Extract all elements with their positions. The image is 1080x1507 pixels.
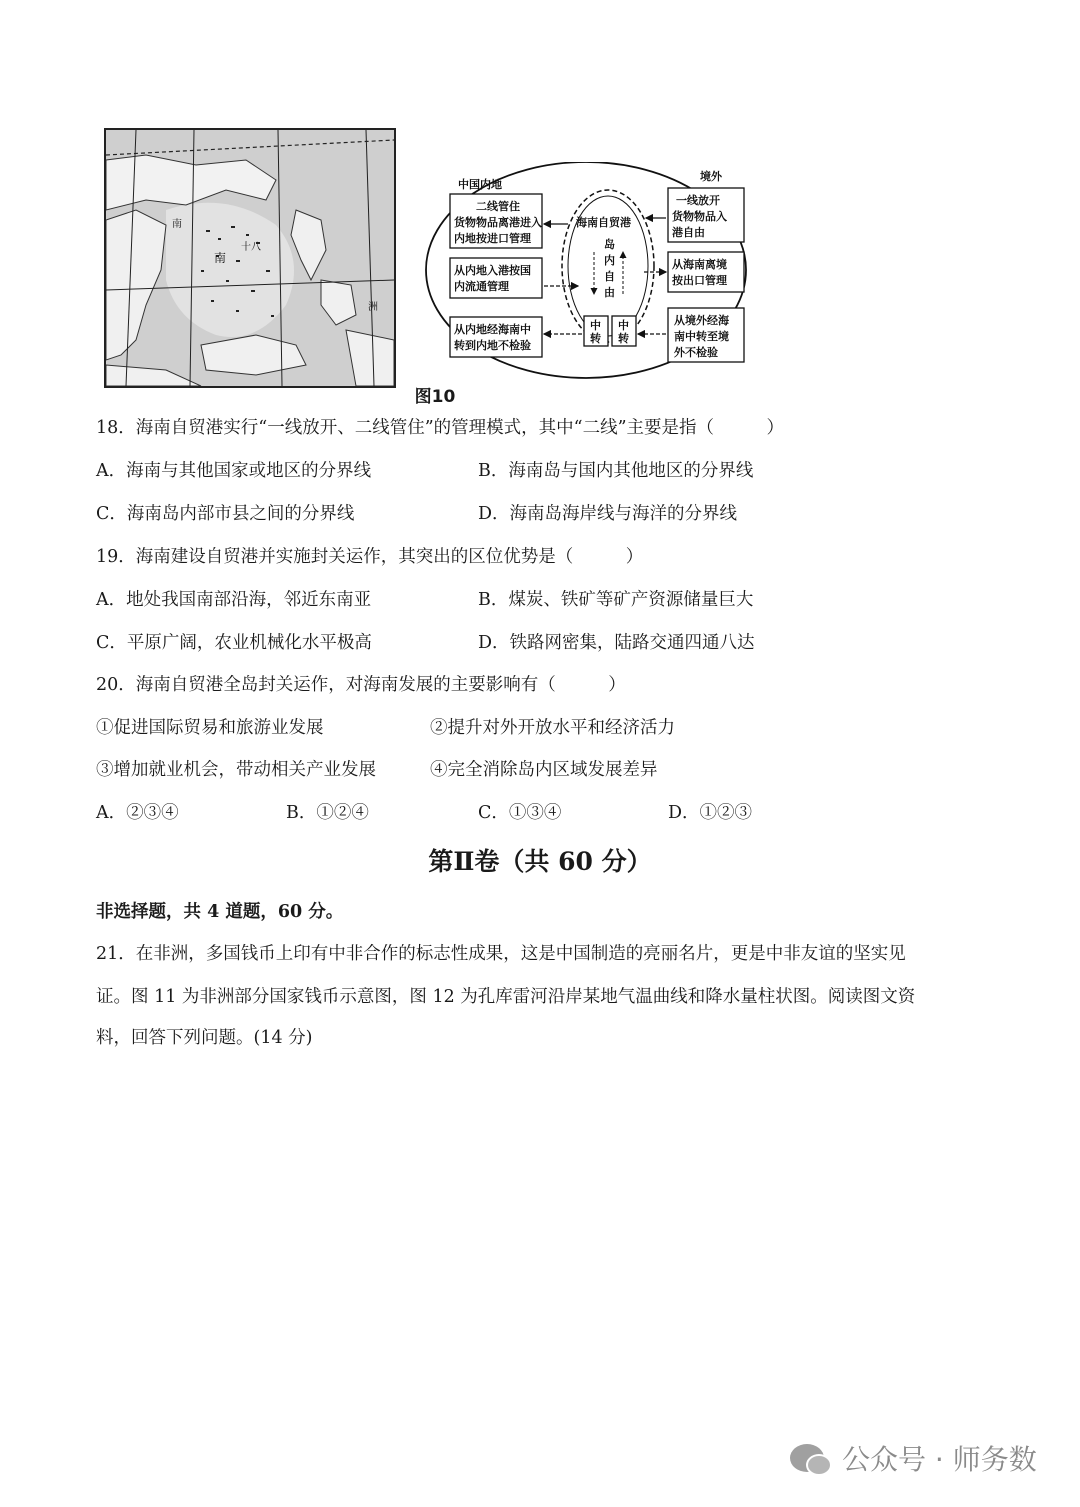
svg-text:从内地经海南中: 从内地经海南中 — [454, 323, 531, 336]
question-20-option-b: B．①②④ — [286, 803, 369, 823]
south-china-sea-map — [104, 128, 396, 388]
free-trade-port-diagram — [418, 162, 752, 384]
question-20-statement-1: ①促进国际贸易和旅游业发展 — [96, 718, 324, 738]
svg-text:二线管住: 二线管住 — [476, 200, 520, 213]
svg-text:外不检验: 外不检验 — [674, 346, 718, 359]
wechat-icon — [790, 1444, 824, 1472]
svg-text:货物物品入: 货物物品入 — [672, 210, 727, 223]
center-title: 海南自贸港 — [576, 216, 631, 229]
mainland-title: 中国内地 — [458, 178, 502, 191]
svg-text:港自由: 港自由 — [672, 226, 705, 239]
svg-text:从内地入港按国: 从内地入港按国 — [454, 264, 531, 277]
map-label-nanhai: 南 — [214, 251, 227, 265]
map-label-sea: 洲 — [368, 302, 378, 313]
watermark-text: 公众号 · 师务数 — [842, 1443, 1037, 1476]
question-18-option-c: C．海南岛内部市县之间的分界线 — [96, 504, 355, 524]
question-19-stem: 19．海南建设自贸港并实施封关运作，其突出的区位优势是（ ） — [96, 547, 644, 567]
svg-text:岛: 岛 — [604, 238, 615, 251]
question-20-statement-4: ④完全消除岛内区域发展差异 — [430, 760, 658, 780]
svg-text:由: 由 — [604, 286, 615, 299]
section-subtitle: 非选择题，共 4 道题，60 分。 — [96, 902, 344, 922]
question-20-option-c: C．①③④ — [478, 803, 562, 823]
svg-text:中: 中 — [618, 319, 629, 332]
svg-text:内地按进口管理: 内地按进口管理 — [454, 232, 531, 245]
svg-text:内: 内 — [604, 254, 615, 267]
svg-text:从海南离境: 从海南离境 — [672, 258, 727, 271]
question-18-option-d: D．海南岛海岸线与海洋的分界线 — [478, 504, 738, 524]
section-title: 第Ⅱ卷（共 60 分） — [428, 847, 652, 876]
wechat-watermark — [790, 1438, 1037, 1478]
question-20-option-a: A．②③④ — [96, 803, 179, 823]
svg-text:自: 自 — [604, 270, 615, 283]
svg-text:从境外经海: 从境外经海 — [674, 314, 729, 327]
svg-text:货物物品离港进入: 货物物品离港进入 — [454, 216, 542, 229]
svg-text:转: 转 — [618, 332, 629, 345]
question-19-option-d: D．铁路网密集，陆路交通四通八达 — [478, 633, 755, 653]
abroad-title: 境外 — [700, 170, 722, 183]
question-20-stem: 20．海南自贸港全岛封关运作，对海南发展的主要影响有（ ） — [96, 675, 626, 695]
question-19-option-a: A．地处我国南部沿海，邻近东南亚 — [96, 590, 372, 610]
question-21-line-3: 料，回答下列问题。(14 分) — [96, 1028, 313, 1048]
question-19-option-b: B．煤炭、铁矿等矿产资源储量巨大 — [478, 590, 754, 610]
question-18-stem: 18．海南自贸港实行“一线放开、二线管住”的管理模式，其中“二线”主要是指（ ） — [96, 418, 785, 438]
figure-caption: 图10 — [414, 387, 456, 407]
question-18-option-a: A．海南与其他国家或地区的分界线 — [96, 461, 372, 481]
question-18-option-b: B．海南岛与国内其他地区的分界线 — [478, 461, 754, 481]
question-20-option-d: D．①②③ — [668, 803, 753, 823]
svg-text:内流通管理: 内流通管理 — [454, 280, 509, 293]
question-21-line-2: 证。图 11 为非洲部分国家钱币示意图，图 12 为孔库雷河沿岸某地气温曲线和降水量柱状图。阅读图文资 — [96, 987, 916, 1007]
question-20-statement-2: ②提升对外开放水平和经济活力 — [430, 718, 675, 738]
map-label-south: 南 — [172, 219, 182, 230]
svg-text:转到内地不检验: 转到内地不检验 — [454, 339, 531, 352]
svg-text:按出口管理: 按出口管理 — [672, 274, 727, 287]
question-19-option-c: C．平原广阔，农业机械化水平极高 — [96, 633, 372, 653]
question-21-line-1: 21．在非洲，多国钱币上印有中非合作的标志性成果，这是中国制造的亮丽名片，更是中非友谊的坚实见 — [96, 944, 906, 964]
question-20-statement-3: ③增加就业机会，带动相关产业发展 — [96, 760, 376, 780]
svg-text:一线放开: 一线放开 — [676, 194, 720, 207]
island-free-text — [604, 237, 615, 299]
svg-text:中: 中 — [590, 319, 601, 332]
svg-text:转: 转 — [590, 332, 601, 345]
svg-text:南中转至境: 南中转至境 — [674, 330, 729, 343]
map-label-islands: 十八 — [241, 242, 261, 253]
